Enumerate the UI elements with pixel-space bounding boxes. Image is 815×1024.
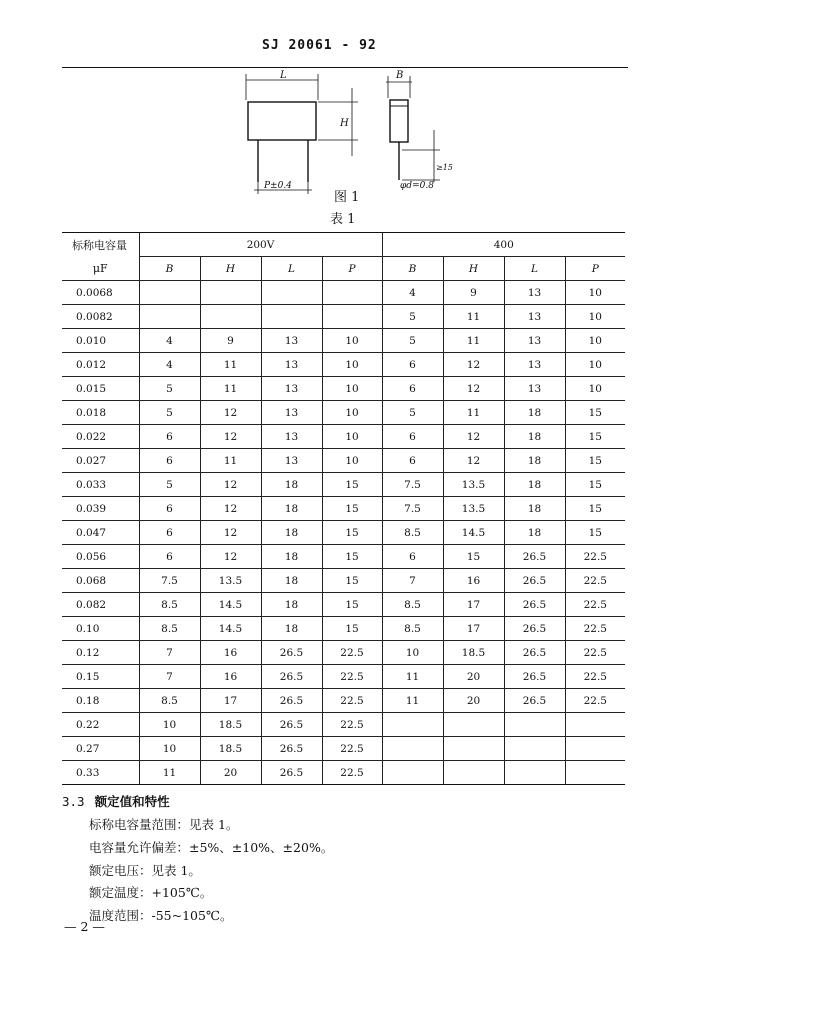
fig-label-s: ≥15 [436,163,453,172]
dimension-cell: 7 [139,665,200,689]
dimension-cell: 10 [322,353,382,377]
capacitance-cell: 0.33 [62,761,139,785]
dimension-cell: 11 [200,353,261,377]
subhead-L: L [504,257,565,281]
dimension-cell: 17 [200,689,261,713]
table-row [62,473,625,497]
table-row [62,449,625,473]
dimension-cell: 26.5 [504,545,565,569]
dimension-cell: 22.5 [565,689,625,713]
dimension-cell: 12 [443,353,504,377]
dimension-cell [200,281,261,305]
dimension-cell: 8.5 [382,521,443,545]
subhead-B: B [382,257,443,281]
capacitance-cell: 0.056 [62,545,139,569]
dimension-cell: 18 [261,497,322,521]
capacitance-cell: 0.047 [62,521,139,545]
dimension-cell: 18 [261,473,322,497]
dimension-cell: 26.5 [504,593,565,617]
table-row [62,545,625,569]
dimension-cell: 10 [565,377,625,401]
dimension-cell: 7.5 [139,569,200,593]
dimension-cell: 16 [200,641,261,665]
capacitance-cell: 0.010 [62,329,139,353]
dimension-cell: 13.5 [443,497,504,521]
dimension-cell: 8.5 [382,593,443,617]
dimension-cell [565,761,625,785]
dimension-cell: 18.5 [200,737,261,761]
dimension-cell: 10 [565,281,625,305]
dimension-cell: 18 [504,473,565,497]
subhead-P: P [565,257,625,281]
table-row [62,281,625,305]
dimension-cell: 22.5 [565,617,625,641]
table-row [62,617,625,641]
dimension-cell: 18 [261,569,322,593]
dimension-cell [139,305,200,329]
capacitance-cell: 0.027 [62,449,139,473]
dimension-cell: 18 [504,425,565,449]
dimension-cell [443,713,504,737]
dimension-cell: 12 [443,425,504,449]
dimension-cell: 15 [322,545,382,569]
table-row [62,665,625,689]
table-row [62,353,625,377]
table-caption: 表 1 [330,212,356,227]
dimension-cell: 7.5 [382,497,443,521]
spec-line: 额定温度：+105℃。 [89,885,213,900]
dimension-cell: 15 [322,593,382,617]
dimension-cell: 13 [261,353,322,377]
dimension-cell: 4 [139,353,200,377]
dimension-cell: 14.5 [200,593,261,617]
capacitance-cell: 0.018 [62,401,139,425]
dimension-cell: 10 [322,449,382,473]
dimension-cell: 6 [139,425,200,449]
dimension-cell [504,737,565,761]
dimension-cell: 18 [504,521,565,545]
dimension-cell: 12 [200,473,261,497]
dimension-cell: 26.5 [504,617,565,641]
dimension-cell: 15 [565,449,625,473]
dimension-cell: 6 [139,449,200,473]
dimension-cell: 4 [139,329,200,353]
section-number: 3.3 [62,794,85,809]
table-row [62,761,625,785]
capacitance-cell: 0.068 [62,569,139,593]
dimension-cell [382,713,443,737]
dimension-cell: 26.5 [261,641,322,665]
table-header-row [62,233,625,257]
dimension-cell: 26.5 [261,761,322,785]
dimension-cell: 12 [200,401,261,425]
fig-label-L: L [280,70,287,81]
spec-line: 额定电压：见表 1。 [89,863,201,878]
dimension-cell: 6 [382,449,443,473]
capacitance-cell: 0.033 [62,473,139,497]
table-row [62,497,625,521]
dimension-cell: 26.5 [504,665,565,689]
dimension-cell: 15 [322,473,382,497]
table-row [62,737,625,761]
subhead-P: P [322,257,382,281]
table-row [62,569,625,593]
dimension-cell: 7.5 [382,473,443,497]
dimension-cell: 22.5 [322,641,382,665]
table-row [62,377,625,401]
dimension-cell: 22.5 [322,665,382,689]
spec-line: 温度范围：-55~105℃。 [89,908,233,923]
dimension-cell: 13.5 [443,473,504,497]
subhead-H: H [200,257,261,281]
group-400: 400 [382,233,625,257]
dimension-cell: 6 [139,545,200,569]
capacitance-cell: 0.082 [62,593,139,617]
dimension-cell [443,761,504,785]
subhead-B: B [139,257,200,281]
dimension-cell: 18 [504,497,565,521]
dimension-cell: 5 [382,401,443,425]
dimension-cell: 20 [443,689,504,713]
dimension-cell: 6 [382,377,443,401]
capacitance-cell: 0.18 [62,689,139,713]
fig-label-P: P±0.4 [264,181,292,191]
dimension-cell: 22.5 [322,713,382,737]
dimension-cell: 7 [139,641,200,665]
dimension-cell: 13 [261,401,322,425]
dimension-cell: 4 [382,281,443,305]
dimension-cell: 12 [200,545,261,569]
dimension-cell [139,281,200,305]
section-title: 额定值和特性 [94,794,170,809]
dimension-cell [322,281,382,305]
dimension-cell: 13 [504,377,565,401]
dimension-cell: 13 [504,281,565,305]
dimension-cell: 10 [322,329,382,353]
spec-line: 电容量允许偏差：±5%、±10%、±20%。 [89,840,334,855]
dimension-cell: 11 [443,401,504,425]
dimension-cell: 10 [382,641,443,665]
page-number: — 2 — [64,919,105,934]
dimension-cell: 10 [322,377,382,401]
dimension-cell: 8.5 [139,689,200,713]
dimension-cell: 22.5 [565,569,625,593]
figure-caption: 图 1 [334,190,360,205]
dimension-cell [504,761,565,785]
document-code: SJ 20061 - 92 [262,38,377,53]
dimension-cell: 10 [139,737,200,761]
dimension-cell: 10 [565,329,625,353]
dimension-cell: 6 [139,521,200,545]
dimension-cell: 18.5 [200,713,261,737]
capacitance-cell: 0.15 [62,665,139,689]
dimension-cell: 6 [382,545,443,569]
dimension-cell: 11 [200,449,261,473]
fig-label-B: B [396,70,404,81]
dimension-cell: 18 [261,521,322,545]
dimension-cell: 18 [261,545,322,569]
dimension-cell: 26.5 [261,737,322,761]
table-row [62,401,625,425]
table-row [62,305,625,329]
dimension-cell: 13 [261,425,322,449]
dimension-cell: 22.5 [322,737,382,761]
dimension-cell: 11 [443,329,504,353]
dimension-cell: 5 [139,377,200,401]
dimension-cell: 10 [565,305,625,329]
dimension-cell: 15 [443,545,504,569]
capacitance-table [62,232,625,785]
capacitance-cell: 0.022 [62,425,139,449]
dimension-cell: 8.5 [139,593,200,617]
capacitance-cell: 0.0082 [62,305,139,329]
dimension-cell [261,305,322,329]
dimension-cell: 26.5 [261,713,322,737]
table-body [62,281,625,785]
col-unit: μF [62,257,139,281]
table-row [62,713,625,737]
subhead-H: H [443,257,504,281]
dimension-cell: 11 [382,689,443,713]
capacitance-cell: 0.27 [62,737,139,761]
dimension-cell: 10 [565,353,625,377]
table-row [62,689,625,713]
table-row [62,641,625,665]
dimension-cell: 16 [443,569,504,593]
dimension-cell [504,713,565,737]
dimension-cell [565,713,625,737]
section-heading [62,792,170,810]
dimension-cell: 26.5 [504,569,565,593]
dimension-cell: 17 [443,617,504,641]
spec-line: 标称电容量范围：见表 1。 [89,817,239,832]
dimension-cell: 13 [261,449,322,473]
col-title: 标称电容量 [62,233,139,257]
dimension-cell: 6 [382,425,443,449]
dimension-cell: 9 [200,329,261,353]
capacitance-cell: 0.12 [62,641,139,665]
dimension-cell [382,761,443,785]
capacitance-cell: 0.22 [62,713,139,737]
dimension-cell: 15 [565,401,625,425]
dimension-cell: 18 [504,449,565,473]
dimension-cell: 5 [139,473,200,497]
dimension-cell: 26.5 [261,689,322,713]
dimension-cell: 12 [200,521,261,545]
dimension-cell: 6 [139,497,200,521]
dimension-cell: 15 [322,617,382,641]
dimension-cell: 13 [504,305,565,329]
dimension-cell: 17 [443,593,504,617]
dimension-cell: 12 [200,425,261,449]
dimension-cell: 11 [382,665,443,689]
dimension-cell: 18 [261,593,322,617]
dimension-cell: 13.5 [200,569,261,593]
dimension-cell: 13 [504,329,565,353]
dimension-cell: 13 [504,353,565,377]
fig-label-d: φd=0.8 [400,181,434,191]
dimension-cell: 13 [261,377,322,401]
dimension-cell: 18 [504,401,565,425]
dimension-cell: 22.5 [565,593,625,617]
dimension-cell [565,737,625,761]
dimension-cell: 20 [443,665,504,689]
dimension-cell: 7 [382,569,443,593]
capacitance-cell: 0.015 [62,377,139,401]
front-view-drawing [246,74,358,194]
table-row [62,329,625,353]
dimension-cell: 15 [565,425,625,449]
table-row [62,521,625,545]
dimension-cell: 22.5 [322,761,382,785]
dimension-cell: 11 [139,761,200,785]
table-subheader-row [62,257,625,281]
dimension-cell [382,737,443,761]
dimension-cell: 14.5 [443,521,504,545]
side-view-drawing [386,76,440,182]
dimension-cell: 18 [261,617,322,641]
table-row [62,593,625,617]
dimension-cell: 5 [382,329,443,353]
dimension-cell: 12 [200,497,261,521]
dimension-cell: 22.5 [565,545,625,569]
capacitance-cell: 0.012 [62,353,139,377]
dimension-cell: 14.5 [200,617,261,641]
dimension-cell: 15 [565,497,625,521]
dimension-cell: 13 [261,329,322,353]
dimension-cell [443,737,504,761]
dimension-cell: 20 [200,761,261,785]
dimension-figure [240,70,460,200]
capacitance-cell: 0.039 [62,497,139,521]
table-row [62,425,625,449]
dimension-cell [261,281,322,305]
dimension-cell: 26.5 [261,665,322,689]
group-200v: 200V [139,233,382,257]
dimension-cell: 5 [382,305,443,329]
dimension-cell: 6 [382,353,443,377]
dimension-cell: 15 [322,569,382,593]
dimension-cell: 11 [443,305,504,329]
subhead-L: L [261,257,322,281]
dimension-cell: 10 [322,401,382,425]
dimension-cell: 12 [443,377,504,401]
dimension-cell: 9 [443,281,504,305]
dimension-cell: 15 [322,521,382,545]
dimension-cell [200,305,261,329]
dimension-cell: 15 [565,473,625,497]
dimension-cell: 18.5 [443,641,504,665]
fig-label-H: H [340,118,349,129]
dimension-cell: 26.5 [504,641,565,665]
dimension-cell: 26.5 [504,689,565,713]
dimension-cell: 22.5 [322,689,382,713]
dimension-cell: 16 [200,665,261,689]
dimension-cell: 8.5 [139,617,200,641]
header-rule [62,67,628,68]
dimension-cell: 22.5 [565,641,625,665]
capacitance-cell: 0.10 [62,617,139,641]
dimension-cell: 15 [322,497,382,521]
dimension-cell: 11 [200,377,261,401]
dimension-cell: 22.5 [565,665,625,689]
dimension-cell: 10 [139,713,200,737]
dimension-cell [322,305,382,329]
dimension-cell: 8.5 [382,617,443,641]
dimension-cell: 5 [139,401,200,425]
dimension-cell: 10 [322,425,382,449]
capacitance-cell: 0.0068 [62,281,139,305]
dimension-cell: 12 [443,449,504,473]
dimension-cell: 15 [565,521,625,545]
